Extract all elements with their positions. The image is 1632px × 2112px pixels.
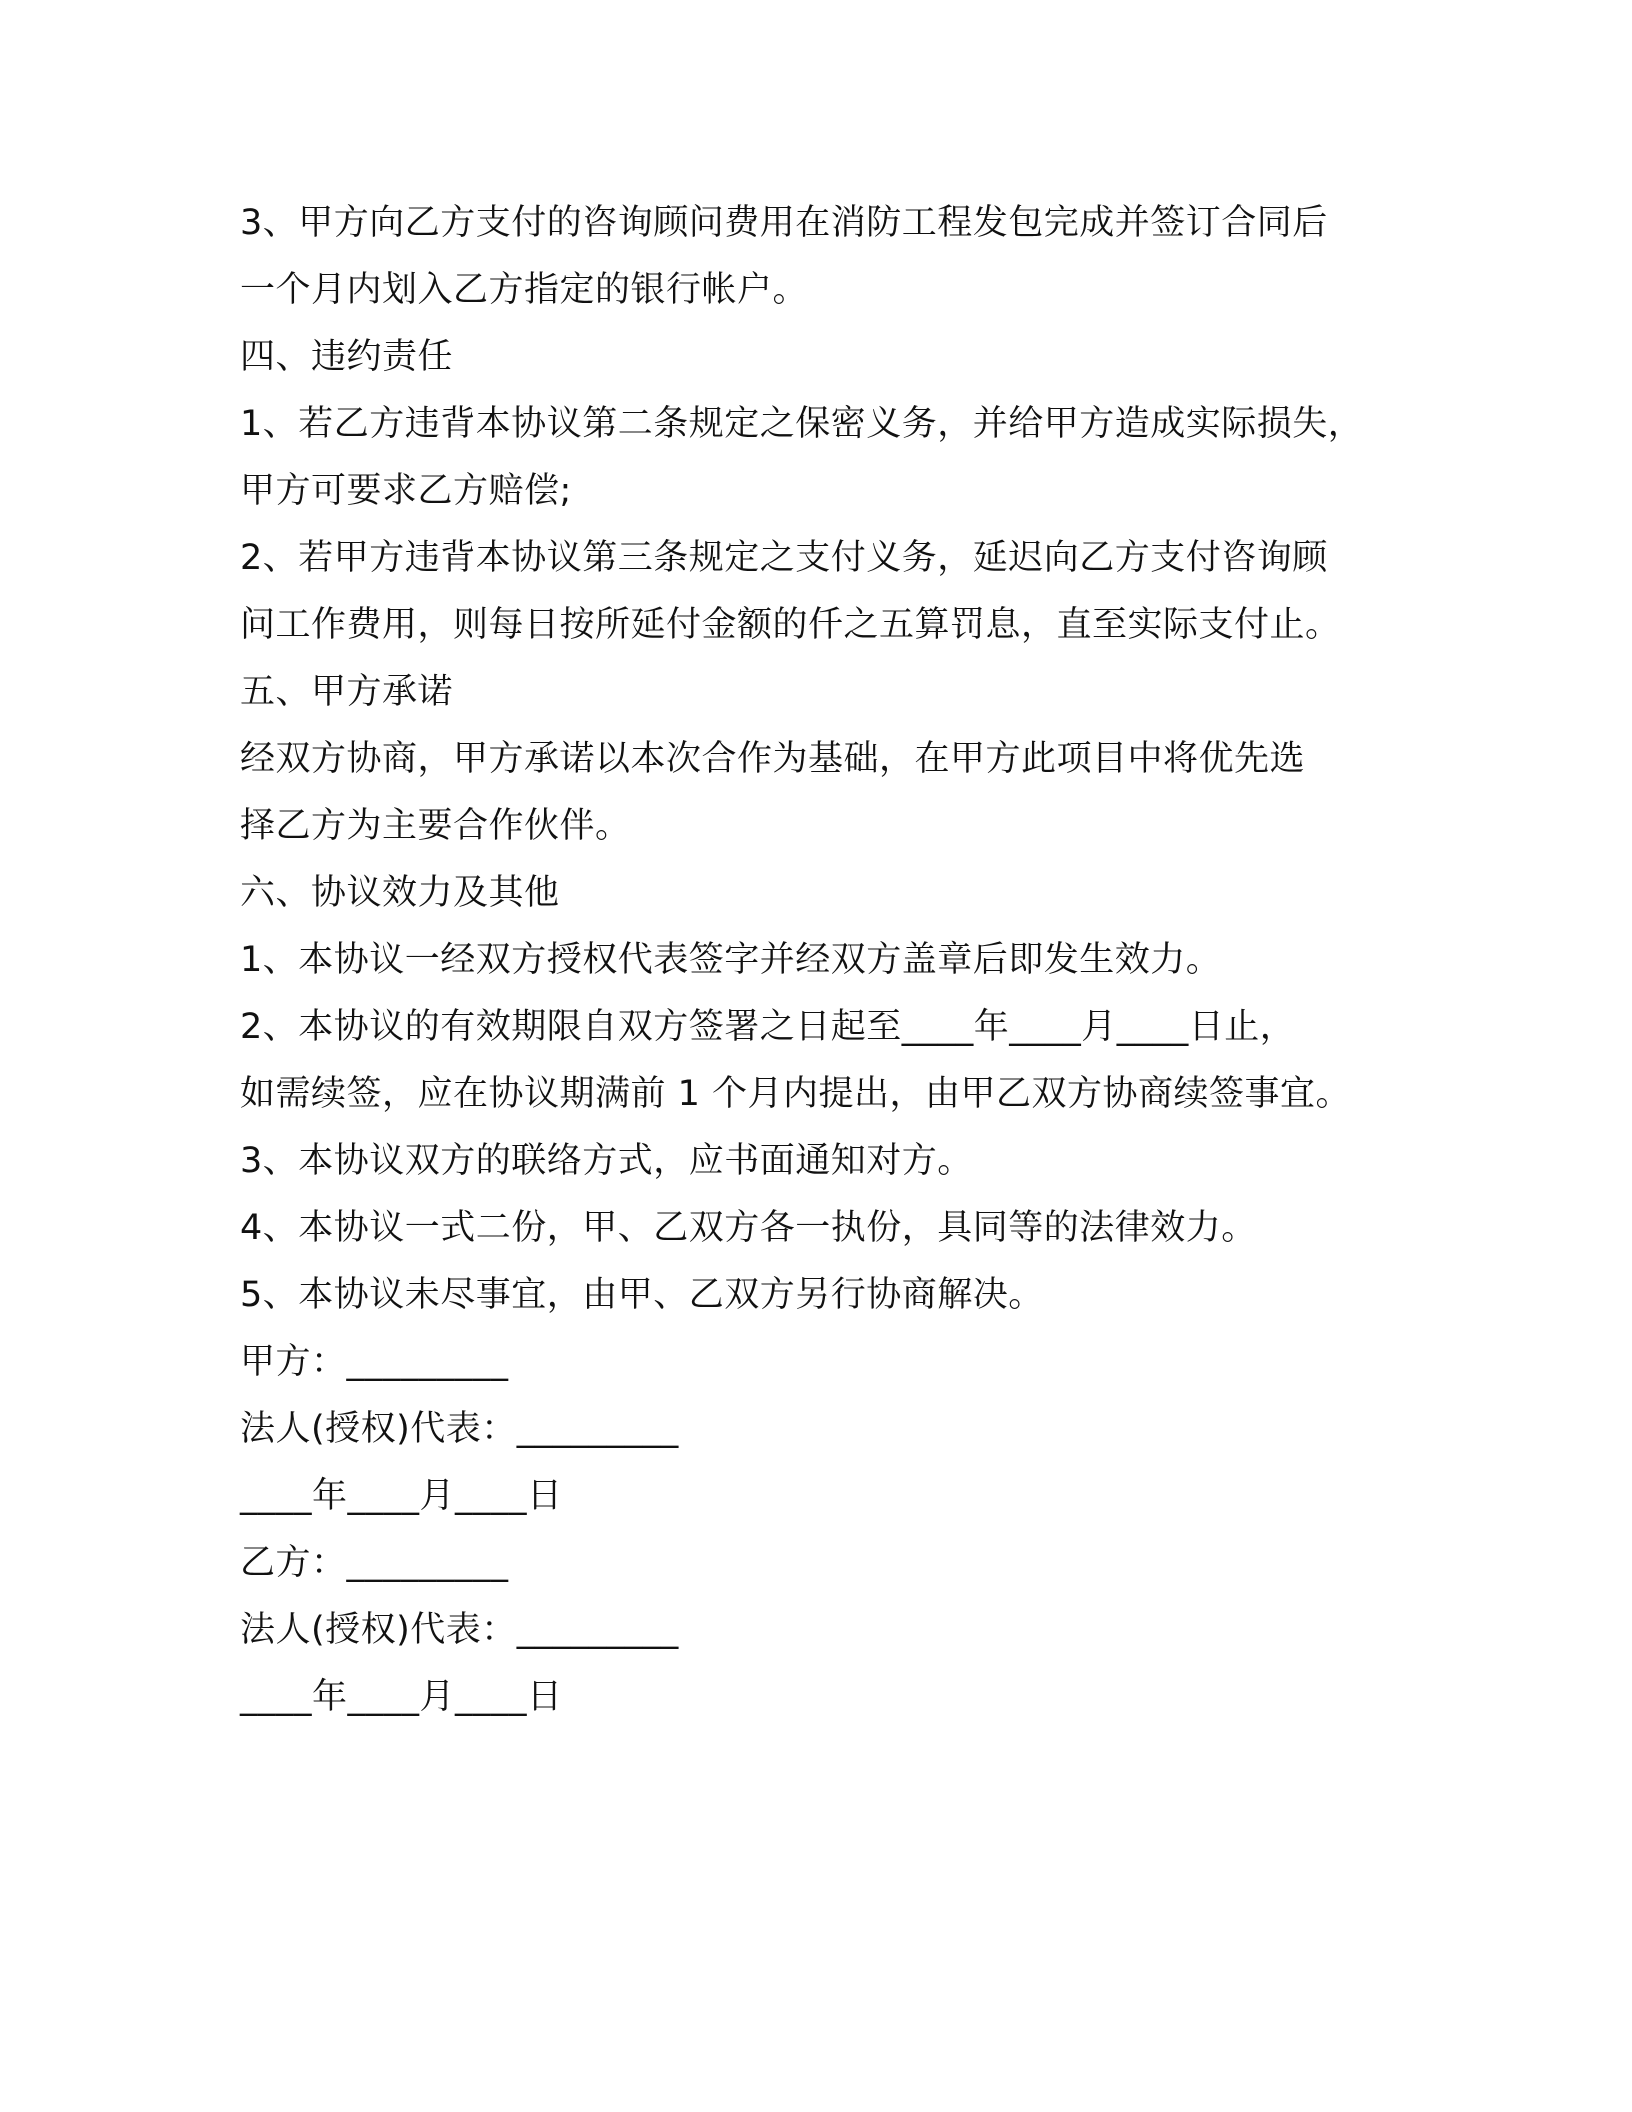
section-heading-commitment: 五、甲方承诺 [240,672,454,712]
party-b-signature-line: 乙方：_________ [240,1543,509,1583]
effectiveness-clause-2-line-2: 如需续签，应在协议期满前 1 个月内提出，由甲乙双方协商续签事宜。 [240,1074,1352,1114]
effectiveness-clause-2-line-1: 2、本协议的有效期限自双方签署之日起至____年____月____日止， [240,1007,1296,1047]
party-b-date-line: ____年____月____日 [240,1677,563,1717]
section-heading-liability: 四、违约责任 [240,337,454,377]
party-a-date-line: ____年____月____日 [240,1476,563,1516]
liability-clause-2-line-2: 问工作费用，则每日按所延付金额的仟之五算罚息，直至实际支付止。 [240,605,1341,645]
liability-clause-1-line-2: 甲方可要求乙方赔偿; [240,471,572,511]
commitment-text-line-2: 择乙方为主要合作伙伴。 [240,806,631,846]
commitment-text-line-1: 经双方协商，甲方承诺以本次合作为基础，在甲方此项目中将优先选 [240,739,1306,779]
liability-clause-2-line-1: 2、若甲方违背本协议第三条规定之支付义务，延迟向乙方支付咨询顾 [240,538,1328,578]
section-heading-effectiveness: 六、协议效力及其他 [240,873,560,913]
party-b-representative-line: 法人(授权)代表：_________ [240,1610,679,1650]
party-a-representative-line: 法人(授权)代表：_________ [240,1409,679,1449]
party-a-signature-line: 甲方：_________ [240,1342,509,1382]
clause-3-payment-line-1: 3、甲方向乙方支付的咨询顾问费用在消防工程发包完成并签订合同后 [240,203,1328,243]
effectiveness-clause-5: 5、本协议未尽事宜，由甲、乙双方另行协商解决。 [240,1275,1044,1315]
effectiveness-clause-3: 3、本协议双方的联络方式，应书面通知对方。 [240,1141,973,1181]
liability-clause-1-line-1: 1、若乙方违背本协议第二条规定之保密义务，并给甲方造成实际损失， [240,404,1364,444]
effectiveness-clause-1: 1、本协议一经双方授权代表签字并经双方盖章后即发生效力。 [240,940,1222,980]
document-body [240,190,1420,1731]
clause-3-payment-line-2: 一个月内划入乙方指定的银行帐户。 [240,270,809,310]
effectiveness-clause-4: 4、本协议一式二份，甲、乙双方各一执份，具同等的法律效力。 [240,1208,1257,1248]
